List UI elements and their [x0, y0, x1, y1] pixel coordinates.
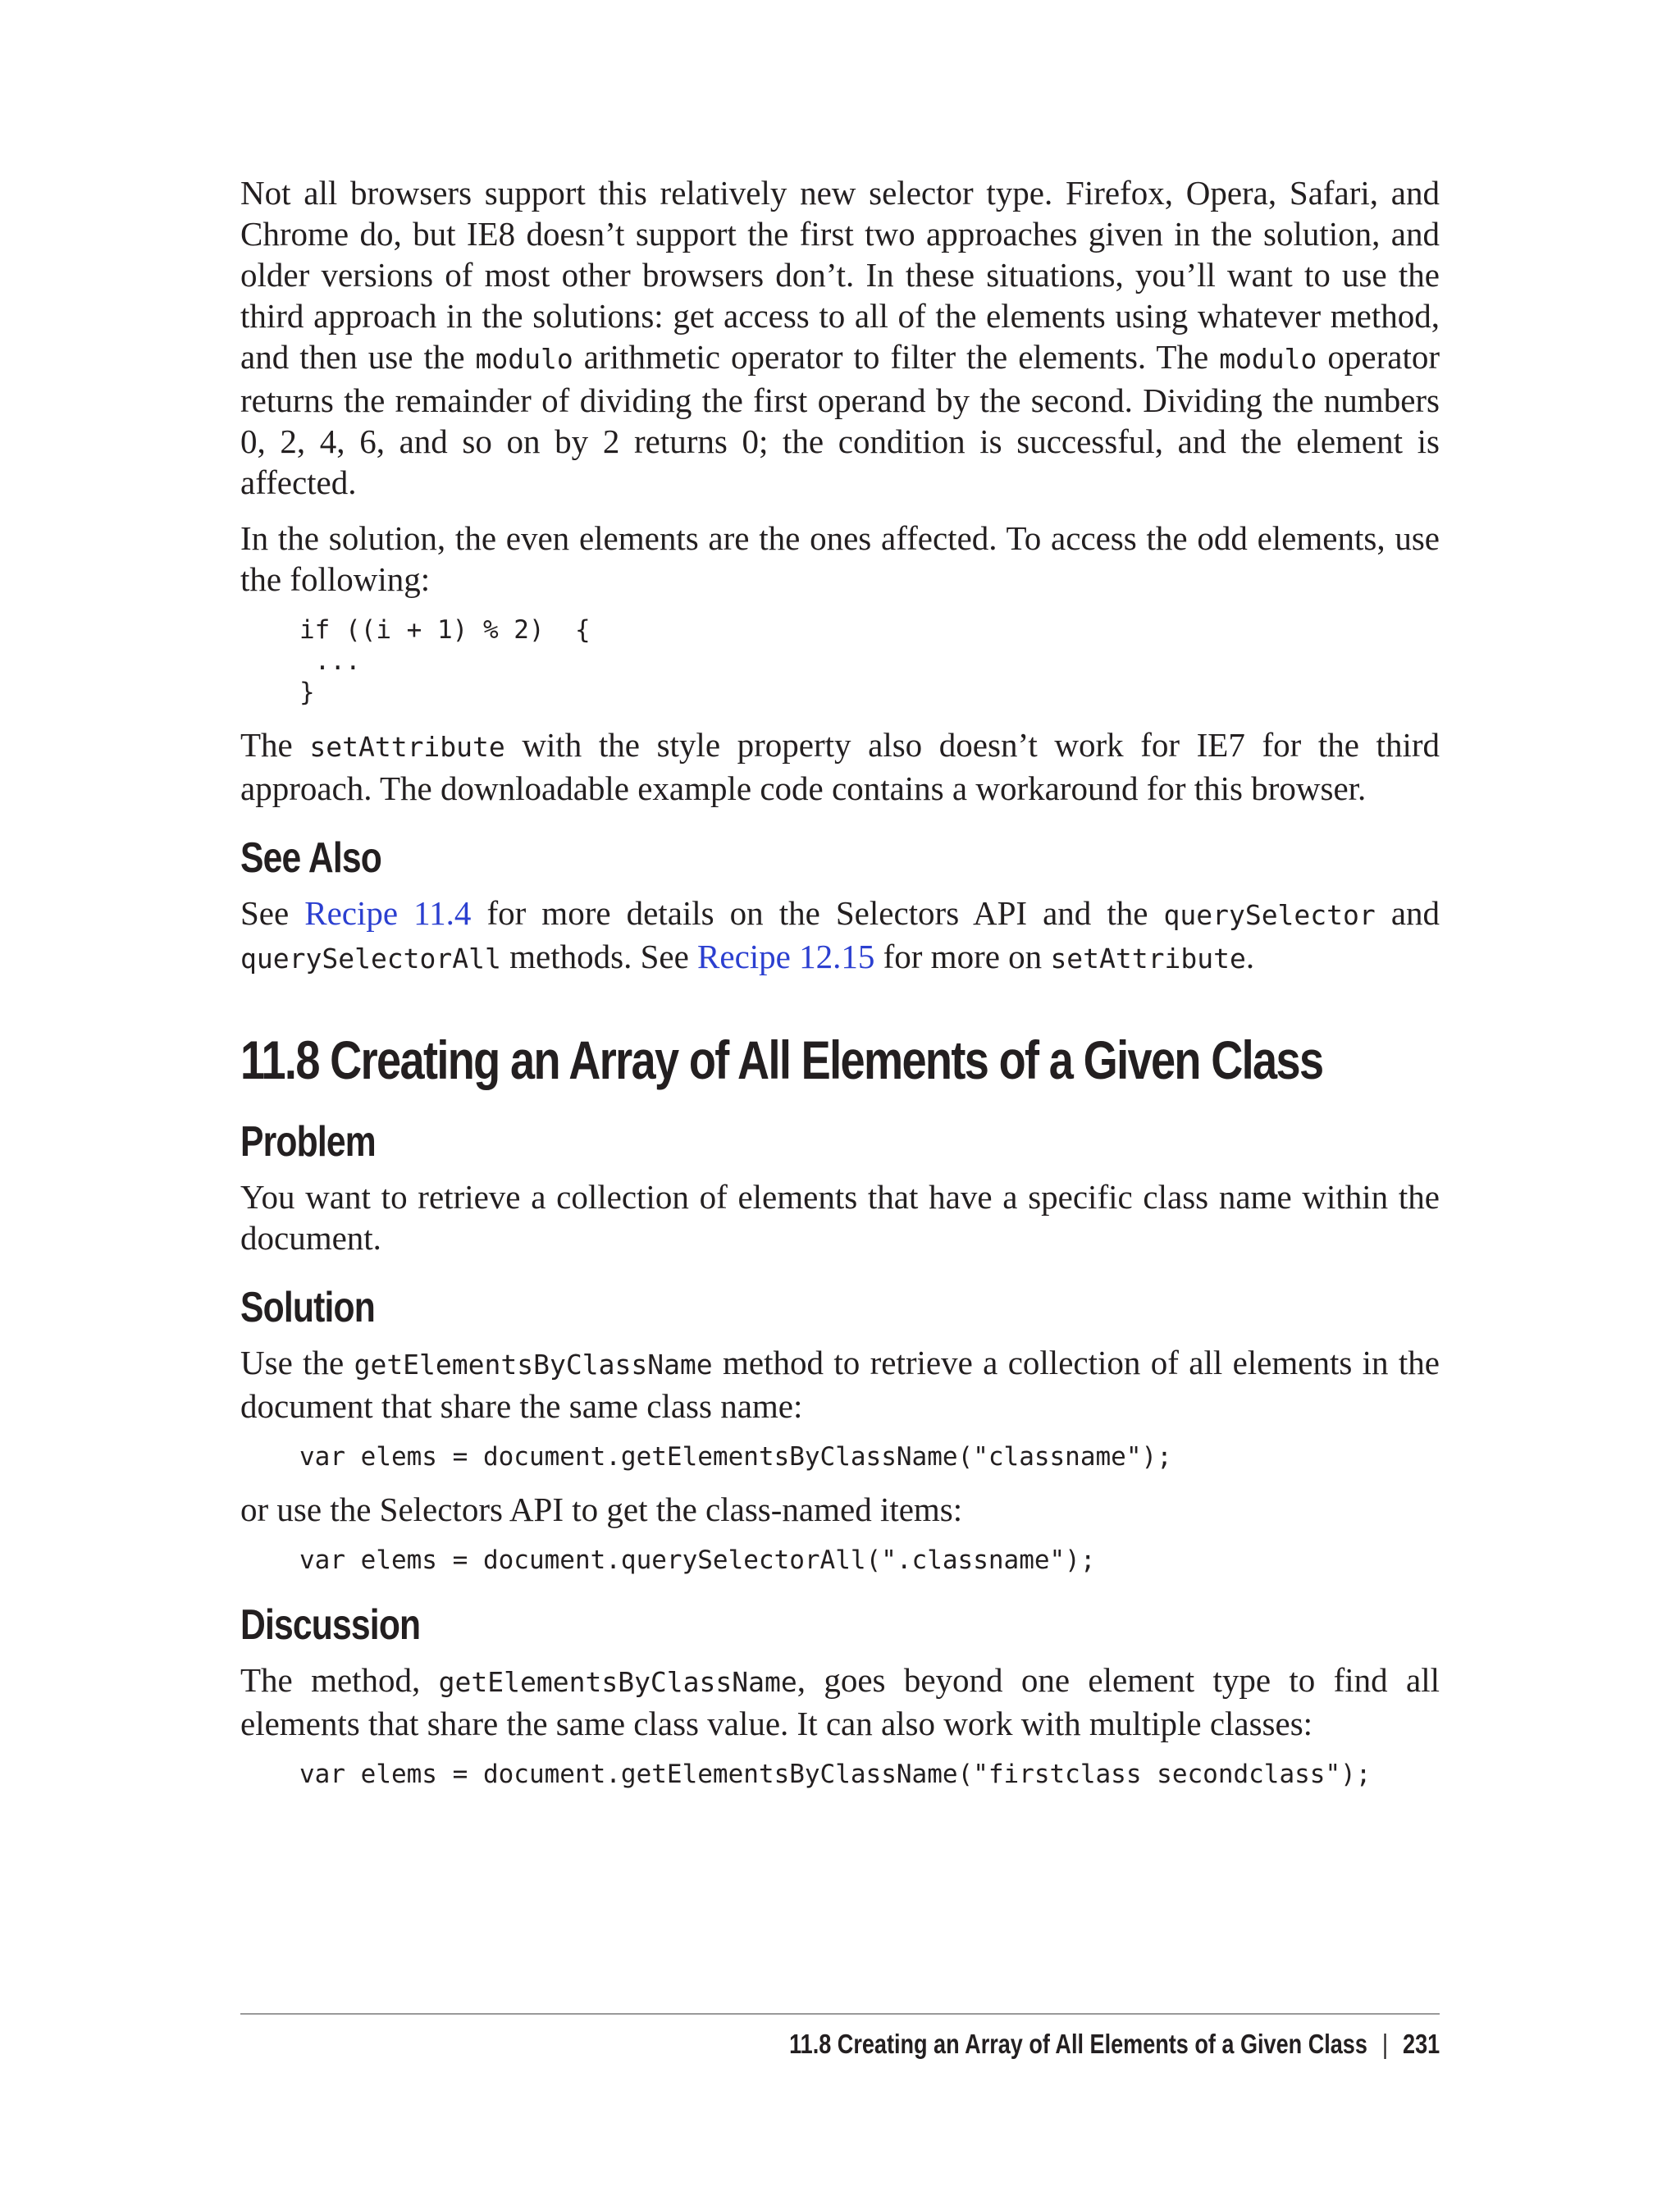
inline-code: setAttribute: [309, 731, 505, 763]
solution-selectors-paragraph: or use the Selectors API to get the class-named items:: [240, 1491, 963, 1528]
inline-code: getElementsByClassName: [438, 1666, 797, 1698]
text-run: .: [1245, 938, 1255, 975]
problem-heading: Problem: [240, 1118, 376, 1166]
footer-divider: [240, 2013, 1440, 2015]
running-head: 11.8 Creating an Array of All Elements of a Given Class: [788, 2029, 1367, 2059]
problem-paragraph: You want to retrieve a collection of elements that have a specific class name within the document.: [240, 1178, 1440, 1257]
inline-code: setAttribute: [1050, 943, 1246, 975]
inline-code: modulo: [1219, 343, 1317, 375]
text-run: See: [240, 894, 305, 932]
code-block-odd-elements: if ((i + 1) % 2) { ... }: [299, 615, 591, 707]
text-run: with the style property also doesn’t work for IE7 for the third approach. The downloadable example code contains a workaround for this browser.: [240, 726, 1440, 807]
solution-heading: Solution: [240, 1284, 375, 1331]
page-footer: [789, 2026, 1440, 2062]
text-run: and: [1375, 894, 1440, 932]
recipe-11-4-link[interactable]: Recipe 11.4: [304, 894, 472, 932]
text-run: for more details on the Selectors API and the: [471, 894, 1164, 932]
discussion-heading: Discussion: [240, 1601, 421, 1649]
inline-code: modulo: [475, 343, 573, 375]
text-run: Use the: [240, 1344, 354, 1381]
text-run: The method,: [240, 1661, 439, 1699]
text-run: methods. See: [500, 938, 698, 975]
page-content: [240, 172, 1440, 1806]
recipe-12-15-link[interactable]: Recipe 12.15: [697, 938, 875, 975]
see-also-heading: See Also: [240, 834, 381, 882]
text-run: method to retrieve a collection of all elements in the document that share the same class name:: [240, 1344, 1440, 1425]
inline-code: querySelectorAll: [240, 943, 501, 975]
page-number: 231: [1402, 2029, 1440, 2059]
code-block-queryselectorall: var elems = document.querySelectorAll(".classname");: [299, 1545, 1096, 1575]
text-run: operator returns the remainder of dividing the first operand by the second. Dividing the numbers 0, 2, 4, 6, and so on by 2 returns 0; the condition is successful, and the element is affected.: [240, 338, 1440, 501]
footer-separator: |: [1381, 2029, 1388, 2059]
solution-paragraph: [240, 1342, 1440, 1427]
text-run: for more on: [874, 938, 1051, 975]
paragraph-browser-support: [240, 172, 1440, 503]
inline-code: querySelector: [1163, 899, 1376, 931]
discussion-paragraph: [240, 1659, 1440, 1744]
text-run: The: [240, 726, 310, 764]
see-also-paragraph: [240, 892, 1440, 979]
code-block-multiple-classes: var elems = document.getElementsByClassName("firstclass secondclass");: [299, 1760, 1372, 1789]
code-block-getelementsbyclassname: var elems = document.getElementsByClassName("classname");: [299, 1442, 1172, 1472]
paragraph-setattribute-ie7: [240, 724, 1440, 809]
inline-code: getElementsByClassName: [354, 1349, 713, 1381]
text-run: , goes beyond one element type to find all elements that share the same class value. It can also work with multiple classes:: [240, 1661, 1440, 1742]
section-title: 11.8 Creating an Array of All Elements of a Given Class: [240, 1029, 1323, 1090]
text-run: arithmetic operator to filter the elements. The: [573, 338, 1220, 376]
paragraph-odd-elements: In the solution, the even elements are the ones affected. To access the odd elements, use the following:: [240, 519, 1440, 598]
text-run: Not all browsers support this relatively new selector type. Firefox, Opera, Safari, and Chrome do, but IE8 doesn’t support the first two approaches given in the solution, and older versions of most other browsers don’t. In these situations, you’ll want to use the third approach in the solutions: get access to all of the elements using whatever method, and then use the: [240, 174, 1440, 376]
